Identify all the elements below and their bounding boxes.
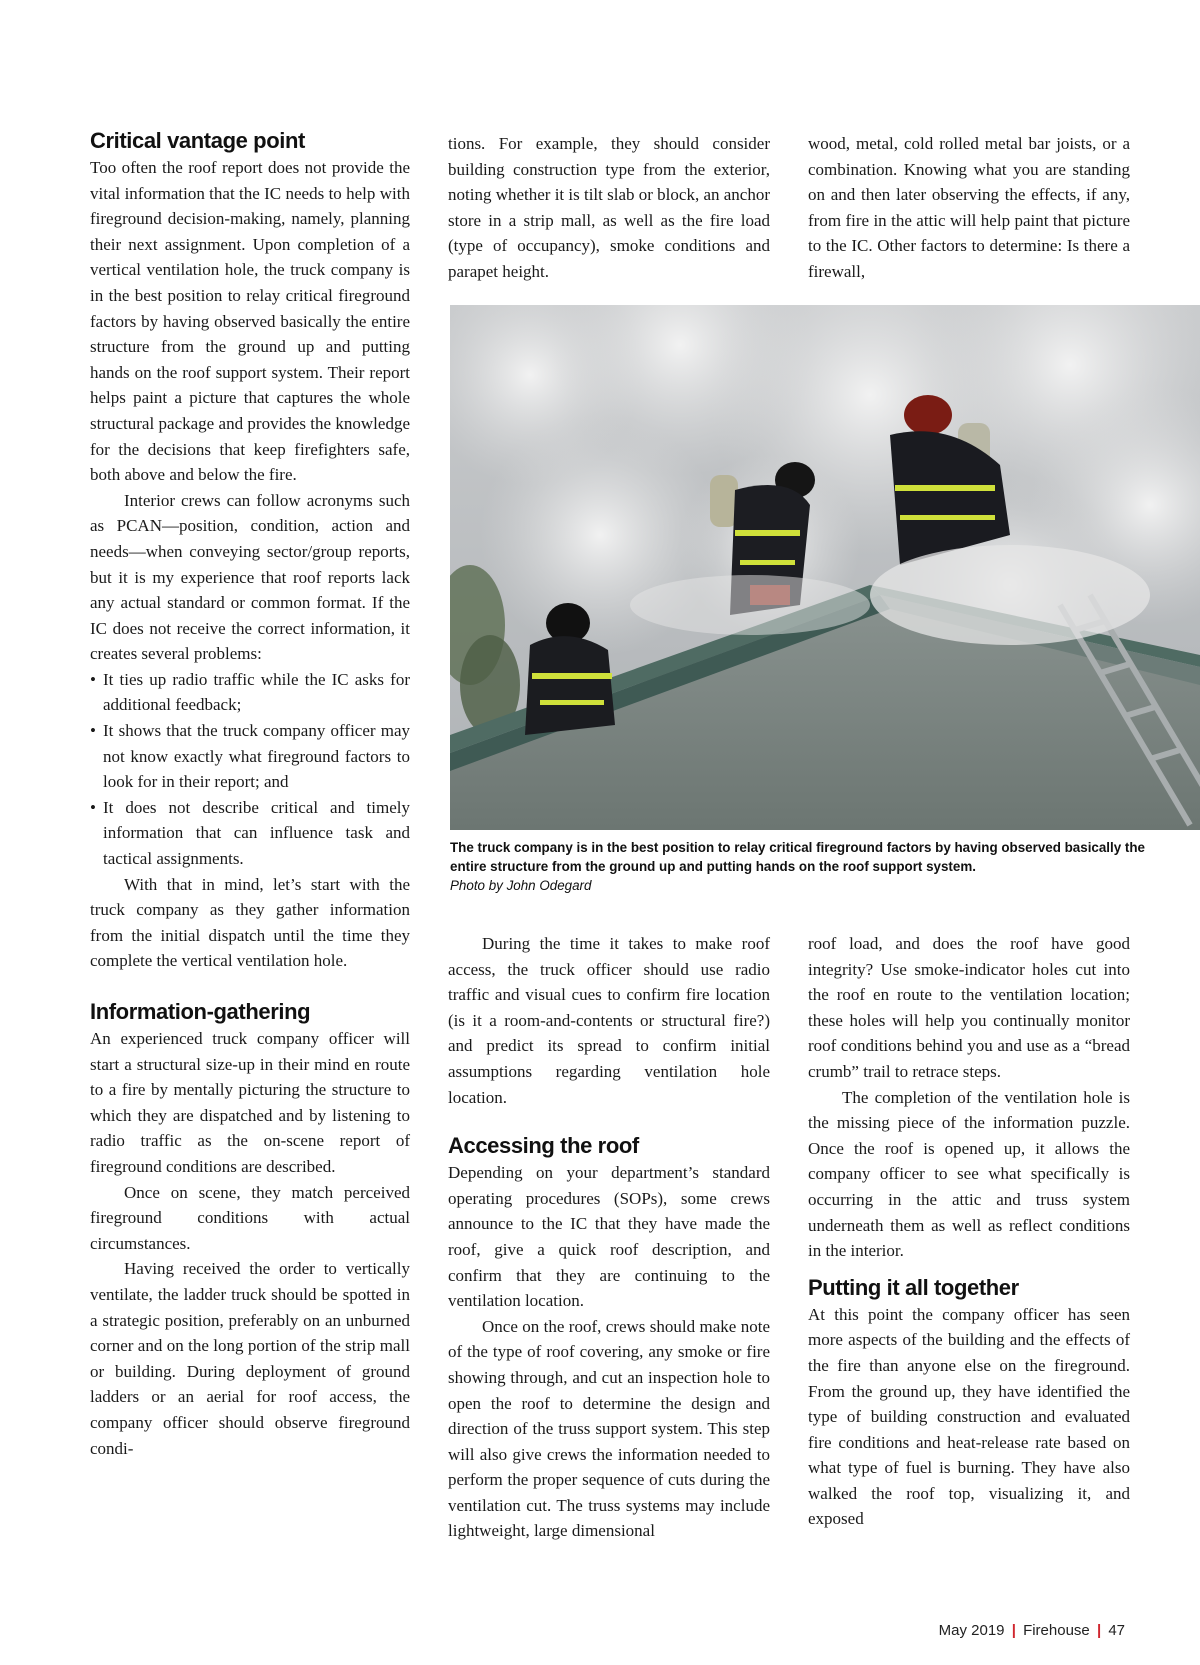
list-item: • It shows that the truck company officer may not know exactly what fireground factors to look for in their report; and (90, 718, 410, 795)
heading-information-gathering: Information-gathering (90, 999, 311, 1024)
firefighters-roof-photo (450, 305, 1200, 830)
separator-bar: | (1096, 1622, 1102, 1639)
column-3-bottom (808, 931, 1130, 1532)
page-number: 47 (1108, 1622, 1125, 1639)
paragraph: Once on the roof, crews should make note of the type of roof covering, any smoke or fire showing through, and cut an inspection hole to open the roof to determine the design and direction of the truss support system. This step will also give crews the information needed to perform the proper sequence of cuts during the ventilation cut. The truss systems may include lightweight, large dimensional (448, 1316, 770, 1541)
paragraph: tions. For example, they should consider building construction type from the exterior, noting whether it is tilt slab or block, an anchor store in a strip mall, as well as the fire load (type of occupancy), smoke conditions and parapet height. (448, 134, 770, 281)
page-footer (939, 1622, 1125, 1639)
caption-text: The truck company is in the best position to relay critical fireground factors by having observed basically the entire structure from the ground up and putting hands on the roof support system. (450, 840, 1145, 874)
photo-illustration (450, 305, 1200, 830)
issue-date: May 2019 (938, 1622, 1005, 1639)
list-item: • It does not describe critical and timely information that can influence task and tactical assignments. (90, 795, 410, 872)
separator-bar: | (1011, 1622, 1016, 1639)
paragraph: wood, metal, cold rolled metal bar joists, or a combination. Knowing what you are standing on and then later observing the effects, if any, from fire in the attic will help paint that picture to the IC. Other factors to determine: Is there a firewall, (808, 134, 1130, 281)
paragraph: roof load, and does the roof have good integrity? Use smoke-indicator holes cut into the roof en route to the ventilation location; these holes will help you continually monitor roof conditions behind you and use as a “bread crumb” trail to retrace steps. (808, 934, 1130, 1081)
paragraph: Too often the roof report does not provide the vital information that the IC needs to help with fireground decision-making, namely, planning their next assignment. Upon completion of a vertical ventilation hole, the truck company is in the best position to relay critical fireground factors by having observed basically the entire structure from the ground up and putting hands on the roof support system. Their report helps paint a picture that captures the whole structural package and provides the knowledge for the decisions that keep firefighters safe, both above and below the fire. (90, 158, 410, 485)
column-1 (90, 127, 410, 1461)
paragraph: Having received the order to vertically ventilate, the ladder truck should be spotted in a strategic position, preferably on an unburned corner and on the long portion of the strip mall or building. During deployment of ground ladders or an aerial for roof access, the company officer should observe fireground condi- (90, 1259, 410, 1458)
photo-credit: Photo by John Odegard (450, 878, 592, 893)
column-2-bottom (448, 931, 770, 1544)
heading-putting-it-all-together: Putting it all together (808, 1274, 1019, 1300)
paragraph: Depending on your department’s standard operating procedures (SOPs), some crews announce to the IC that they have made the roof, give a quick roof description, and confirm that they are continuing to the ventilation location. (448, 1163, 770, 1311)
heading-accessing-the-roof: Accessing the roof (448, 1133, 639, 1159)
heading-critical-vantage-point: Critical vantage point (90, 128, 305, 153)
magazine-name: Firehouse (1023, 1622, 1090, 1639)
paragraph: The completion of the ventilation hole is the missing piece of the information puzzle. Once the roof is opened up, it allows the company officer to see what specifically is occurring in the attic and truss system underneath them as well as reflect conditions in the interior. (808, 1087, 1130, 1261)
problem-list (90, 667, 410, 872)
paragraph: At this point the company officer has seen more aspects of the building and the effects of the fire than anyone else on the fireground. From the ground up, they have identified the type of building construction and evaluated fire conditions and heat-release rate based on what type of fuel is burning. They have also walked the roof top, visualizing it, and exposed (808, 1304, 1130, 1529)
photo-caption (450, 838, 1150, 895)
paragraph: Interior crews can follow acronyms such as PCAN—position, condition, action and needs—when conveying sector/group reports, but it is my experience that roof reports lack any actual standard or common format. If the IC does not receive the correct information, it creates several problems: (90, 490, 410, 664)
paragraph: With that in mind, let’s start with the truck company as they gather information from the initial dispatch until the time they complete the vertical ventilation hole. (90, 874, 410, 971)
paragraph: Once on scene, they match perceived fireground conditions with actual circumstances. (90, 1182, 410, 1253)
paragraph: During the time it takes to make roof access, the truck officer should use radio traffic and visual cues to confirm fire location (is it a room-and-contents or structural fire?) and predict its spread to confirm initial assumptions regarding ventilation hole location. (448, 934, 770, 1107)
column-2-top (448, 131, 770, 285)
column-3-top (808, 131, 1130, 285)
list-item: • It ties up radio traffic while the IC asks for additional feedback; (90, 667, 410, 718)
paragraph: An experienced truck company officer will start a structural size-up in their mind en route to a fire by mentally picturing the structure to which they are dispatched and by listening to radio traffic as the on-scene report of fireground conditions are described. (90, 1029, 410, 1176)
